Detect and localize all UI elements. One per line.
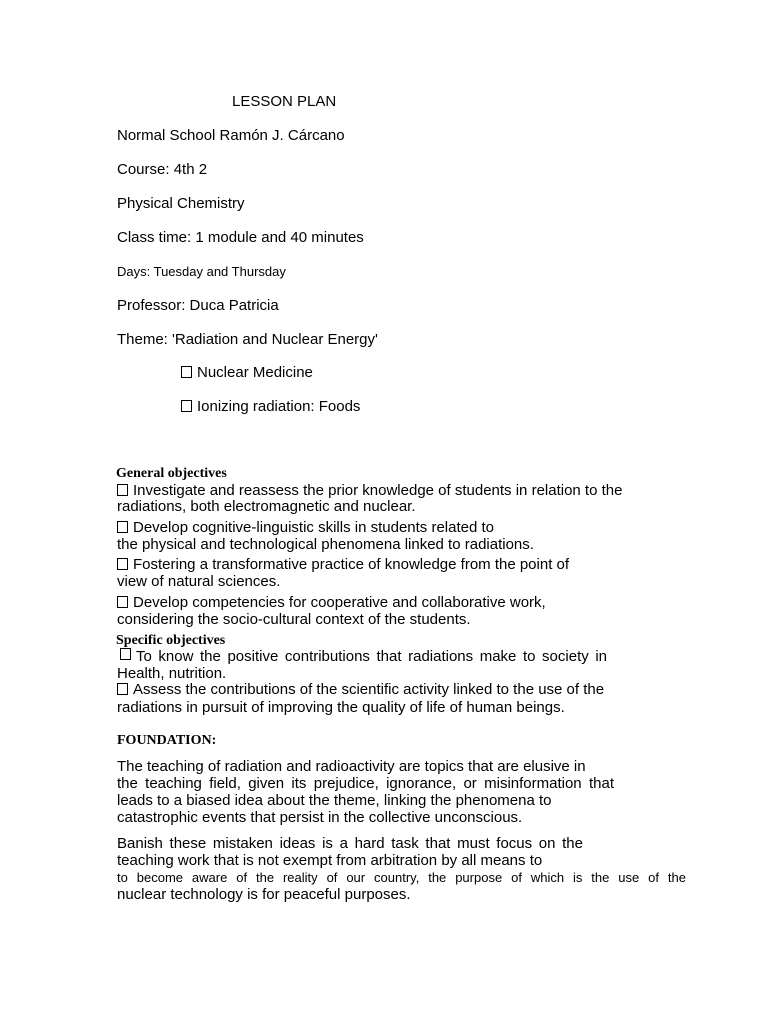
page-title: LESSON PLAN [232,93,337,110]
specific-objectives-heading: Specific objectives [116,633,226,648]
theme-item: Ionizing radiation: Foods [181,398,360,416]
professor-line: Professor: Duca Patricia [117,297,279,314]
class-time-line: Class time: 1 module and 40 minutes [117,229,364,246]
bullet-box-icon [117,484,128,496]
paragraph-line: the teaching field, given its prejudice, ignorance, or misinformation that [117,775,614,792]
bullet-box-icon [120,648,131,660]
paragraph-line: catastrophic events that persist in the collective unconscious. [117,809,523,826]
theme-line: Theme: 'Radiation and Nuclear Energy' [117,331,378,348]
objective-line: radiations in pursuit of improving the quality of life of human beings. [117,699,565,716]
paragraph-line: to become aware of the reality of our country, the purpose of which is the use of the [117,870,686,885]
bullet-box-icon [181,400,192,412]
paragraph-line: nuclear technology is for peaceful purposes. [117,886,411,903]
objective-line: considering the socio-cultural context of the students. [117,611,471,628]
paragraph-line: Banish these mistaken ideas is a hard task that must focus on the [117,835,583,852]
bullet-box-icon [117,558,128,570]
objective-line: view of natural sciences. [117,573,281,590]
theme-item: Nuclear Medicine [181,364,313,382]
objective-line: Develop cognitive-linguistic skills in students related to [117,519,494,537]
subject-line: Physical Chemistry [117,195,245,212]
foundation-heading: FOUNDATION: [117,733,217,748]
bullet-box-icon [181,366,192,378]
school-name: Normal School Ramón J. Cárcano [117,127,345,144]
objective-line: Develop competencies for cooperative and collaborative work, [117,594,546,612]
objective-line: radiations, both electromagnetic and nuclear. [117,498,416,515]
objective-line: the physical and technological phenomena linked to radiations. [117,536,534,553]
general-objectives-heading: General objectives [116,466,227,481]
paragraph-line: teaching work that is not exempt from arbitration by all means to [117,852,543,869]
bullet-box-icon [117,596,128,608]
objective-line: Investigate and reassess the prior knowledge of students in relation to the [117,482,622,500]
course-line: Course: 4th 2 [117,161,208,178]
paragraph-line: leads to a biased idea about the theme, linking the phenomena to [117,792,552,809]
objective-line: To know the positive contributions that radiations make to society in [120,648,607,666]
days-line: Days: Tuesday and Thursday [117,264,286,279]
objective-line: Assess the contributions of the scientific activity linked to the use of the [117,681,604,699]
paragraph-line: The teaching of radiation and radioactivity are topics that are elusive in [117,758,586,775]
bullet-box-icon [117,521,128,533]
objective-line: Health, nutrition. [117,665,227,682]
objective-line: Fostering a transformative practice of knowledge from the point of [117,556,569,574]
bullet-box-icon [117,683,128,695]
